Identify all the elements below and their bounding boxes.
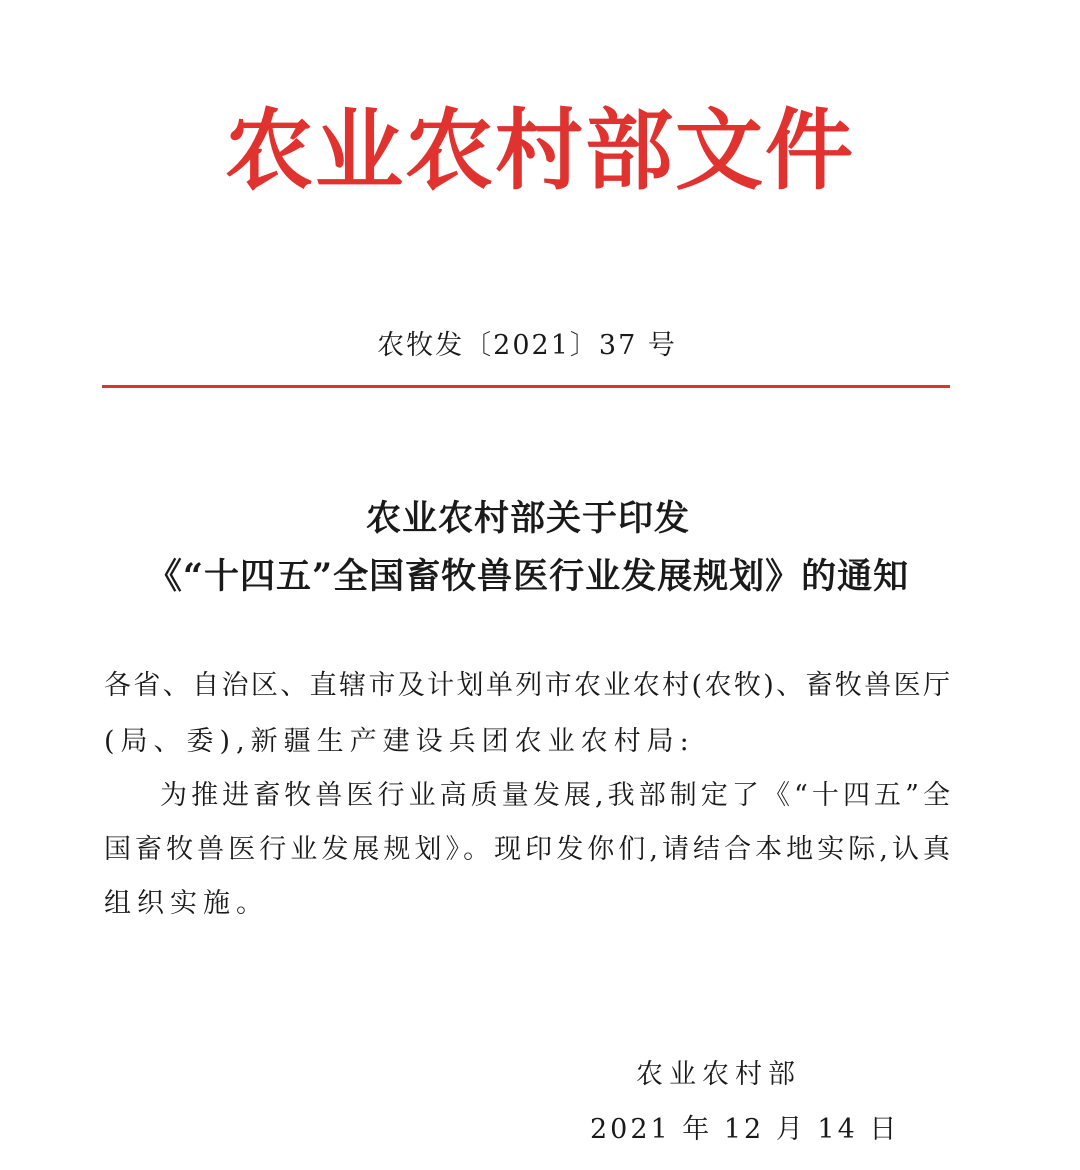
body-text-line: 国畜牧兽医行业发展规划》。现印发你们,请结合本地实际,认真 bbox=[104, 834, 950, 865]
issuer-signature: 农业农村部 bbox=[636, 1059, 801, 1090]
body-text-line: (局、委),新疆生产建设兵团农业农村局: bbox=[104, 726, 695, 757]
red-divider-rule bbox=[102, 385, 950, 388]
notice-title-line-1: 农业农村部关于印发 bbox=[365, 498, 690, 539]
document-header-title: 农业农村部文件 bbox=[224, 98, 855, 202]
body-text-line: 组织实施。 bbox=[104, 888, 269, 919]
issue-date: 2021 年 12 月 14 日 bbox=[590, 1114, 900, 1145]
body-text-line: 为推进畜牧兽医行业高质量发展,我部制定了《“十四五”全 bbox=[160, 780, 950, 811]
body-text-line: 各省、自治区、直辖市及计划单列市农业农村(农牧)、畜牧兽医厅 bbox=[104, 670, 950, 701]
document-number: 农牧发〔2021〕37 号 bbox=[377, 330, 677, 361]
notice-title-line-2: 《“十四五”全国畜牧兽医行业发展规划》的通知 bbox=[146, 556, 910, 597]
